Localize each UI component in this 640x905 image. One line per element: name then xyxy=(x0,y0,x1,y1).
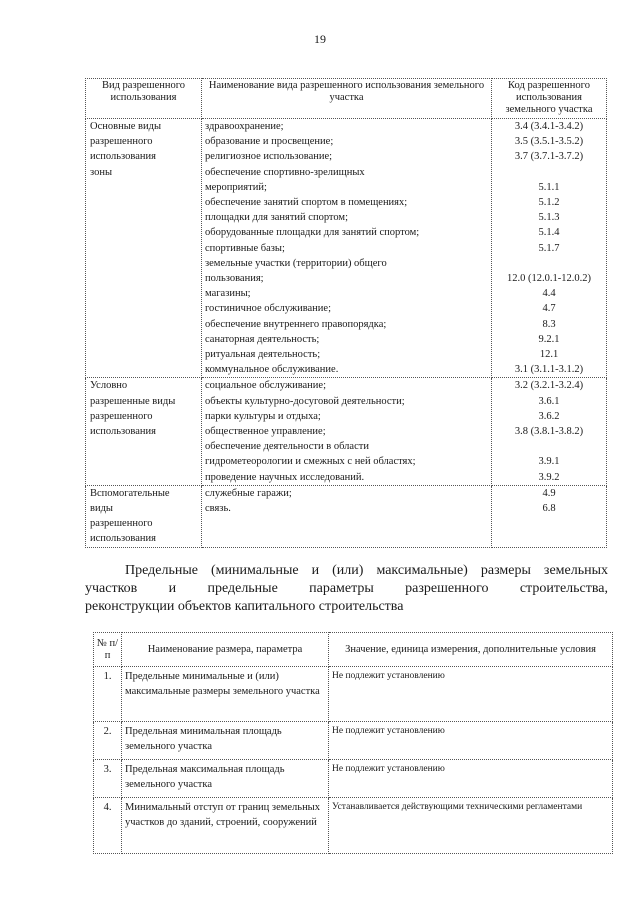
use-name-line: мероприятий; xyxy=(205,181,267,193)
use-code: 3.1 (3.1.1-3.1.2) xyxy=(514,364,584,376)
use-code: 3.2 (3.2.1-3.2.4) xyxy=(514,380,584,392)
use-name-line: проведение научных исследований. xyxy=(205,471,365,483)
use-name-cell xyxy=(202,378,492,485)
paragraph-line: Предельные (минимальные и (или) максимальные) размеры земельных xyxy=(125,563,608,578)
use-code: 6.8 xyxy=(542,503,556,515)
paragraph-line: реконструкции объектов капитального строительства xyxy=(85,599,404,614)
use-name-line: здравоохранение; xyxy=(205,121,284,132)
use-name-line: спортивные базы; xyxy=(205,242,285,254)
use-type-line: использования xyxy=(90,151,156,163)
use-type-line: разрешенного xyxy=(90,410,153,422)
use-code: 4.4 xyxy=(542,288,556,300)
header-number: № п/п xyxy=(94,633,122,667)
use-type-line: использования xyxy=(90,533,156,545)
use-code: 9.2.1 xyxy=(538,333,560,345)
use-code: 3.6.1 xyxy=(538,395,560,407)
parameter-name-cell: Предельные минимальные и (или) максимальные размеры земельного участка xyxy=(122,667,329,722)
page-number: 19 xyxy=(314,32,326,46)
table-row xyxy=(94,667,613,722)
use-name-line: коммунальное обслуживание. xyxy=(205,364,339,376)
use-code: 3.9.1 xyxy=(538,456,560,468)
use-name-line: санаторная деятельность; xyxy=(205,333,320,345)
header-value: Значение, единица измерения, дополнительные условия xyxy=(329,633,613,667)
use-type-line: Основные виды xyxy=(90,121,162,132)
use-name-line: связь. xyxy=(205,503,231,515)
header-use-name: Наименование вида разрешенного использования земельного участка xyxy=(202,79,492,119)
header-use-type: Вид разрешенного использования xyxy=(86,79,202,119)
row-number-cell: 1. xyxy=(94,667,122,722)
parameter-name-cell: Предельная максимальная площадь земельного участка xyxy=(122,760,329,798)
use-name-line: земельные участки (территории) общего xyxy=(205,257,387,269)
use-type-cell xyxy=(86,119,202,378)
use-name-line: гидрометеорологии и смежных с ней областях; xyxy=(205,456,416,468)
use-name-line: образование и просвещение; xyxy=(205,136,334,148)
limits-paragraph xyxy=(85,562,608,616)
use-code: 5.1.3 xyxy=(538,212,560,224)
table-row xyxy=(86,119,607,378)
use-code: 4.7 xyxy=(542,303,556,315)
row-number-cell: 4. xyxy=(94,798,122,854)
use-name-line: объекты культурно-досуговой деятельности; xyxy=(205,395,405,407)
use-code: 4.9 xyxy=(542,487,556,499)
row-number-cell: 3. xyxy=(94,760,122,798)
use-type-line: зоны xyxy=(90,166,113,178)
use-code: 12.1 xyxy=(539,349,559,361)
use-name-line: обеспечение спортивно-зрелищных xyxy=(205,166,365,178)
size-parameters-table xyxy=(93,632,613,854)
use-name-line: социальное обслуживание; xyxy=(205,380,326,392)
parameter-name-cell: Предельная минимальная площадь земельного участка xyxy=(122,722,329,760)
use-type-cell xyxy=(86,378,202,485)
table-row xyxy=(94,798,613,854)
table-header-row xyxy=(86,79,607,119)
use-name-line: религиозное использование; xyxy=(205,151,333,163)
use-type-line: Вспомогательные xyxy=(90,487,170,499)
parameter-value-cell: Не подлежит установлению xyxy=(329,722,613,760)
use-type-line: разрешенного xyxy=(90,136,153,148)
use-name-line: общественное управление; xyxy=(205,426,326,438)
use-code-cell xyxy=(492,119,607,378)
parameter-value-cell: Устанавливается действующими техническими регламентами xyxy=(329,798,613,854)
use-name-line: магазины; xyxy=(205,288,251,300)
use-type-cell xyxy=(86,485,202,547)
use-code: 3.6.2 xyxy=(538,410,560,422)
parameter-value-cell: Не подлежит установлению xyxy=(329,760,613,798)
header-use-code: Код разрешенного использования земельного участка xyxy=(492,79,607,119)
use-type-line: Условно xyxy=(90,380,128,392)
header-parameter: Наименование размера, параметра xyxy=(122,633,329,667)
use-code: 5.1.2 xyxy=(538,197,560,209)
use-name-cell xyxy=(202,485,492,547)
use-code: 8.3 xyxy=(542,318,556,330)
row-number-cell: 2. xyxy=(94,722,122,760)
parameter-value-cell: Не подлежит установлению xyxy=(329,667,613,722)
use-code: 5.1.7 xyxy=(538,242,560,254)
use-name-line: ритуальная деятельность; xyxy=(205,349,321,361)
use-name-line: обеспечение занятий спортом в помещениях; xyxy=(205,197,408,209)
use-code: 12.0 (12.0.1-12.0.2) xyxy=(507,273,591,285)
use-name-line: гостиничное обслуживание; xyxy=(205,303,331,315)
use-code: 3.7 (3.7.1-3.7.2) xyxy=(514,151,584,163)
use-code: 3.8 (3.8.1-3.8.2) xyxy=(514,426,584,438)
use-name-line: служебные гаражи; xyxy=(205,487,292,499)
permitted-use-table xyxy=(85,78,607,548)
table-row xyxy=(94,722,613,760)
use-name-line: обеспечение внутреннего правопорядка; xyxy=(205,318,387,330)
table-header-row xyxy=(94,633,613,667)
use-code: 5.1.1 xyxy=(538,181,560,193)
use-name-line: парки культуры и отдыха; xyxy=(205,410,321,422)
use-code-cell xyxy=(492,485,607,547)
parameter-name-cell: Минимальный отступ от границ земельных участков до зданий, строений, сооружений xyxy=(122,798,329,854)
use-type-line: разрешенные виды xyxy=(90,395,176,407)
use-name-line: обеспечение деятельности в области xyxy=(205,441,369,453)
use-code: 5.1.4 xyxy=(538,227,560,239)
table-row xyxy=(86,378,607,485)
use-code: 3.4 (3.4.1-3.4.2) xyxy=(514,121,584,132)
use-name-line: пользования; xyxy=(205,273,264,285)
use-name-cell xyxy=(202,119,492,378)
use-name-line: площадки для занятий спортом; xyxy=(205,212,348,224)
table-row xyxy=(94,760,613,798)
use-code-cell xyxy=(492,378,607,485)
table-row xyxy=(86,485,607,547)
use-type-line: разрешенного xyxy=(90,518,153,530)
use-code: 3.9.2 xyxy=(538,471,560,483)
use-name-line: оборудованные площадки для занятий спортом; xyxy=(205,227,420,239)
paragraph-line: участков и предельные параметры разрешенного строительства, xyxy=(85,581,608,596)
use-type-line: виды xyxy=(90,503,113,515)
use-code: 3.5 (3.5.1-3.5.2) xyxy=(514,136,584,148)
use-type-line: использования xyxy=(90,426,156,438)
